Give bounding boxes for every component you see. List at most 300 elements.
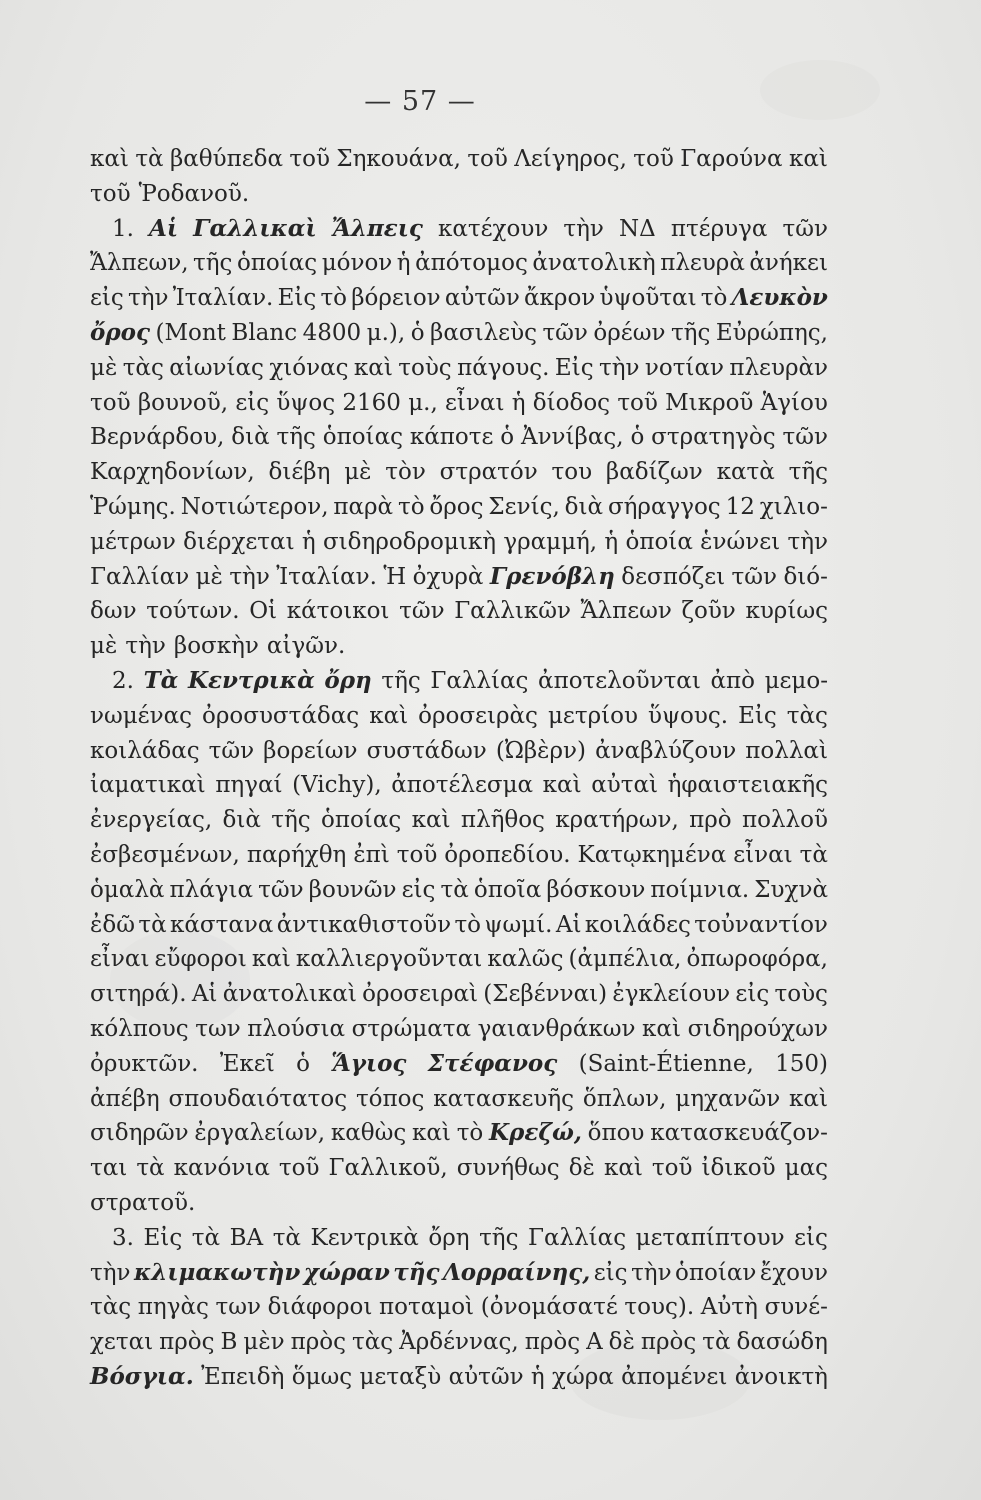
- word: τοῦ: [90, 389, 131, 416]
- word: Blanc: [231, 319, 298, 346]
- word: πλευρὰ: [660, 250, 745, 277]
- word: δεσπόζει: [621, 563, 726, 590]
- text-line: [90, 908, 828, 943]
- word: ὁποῖα: [473, 876, 542, 903]
- word: Γαλλίαν: [90, 563, 190, 590]
- word: βόσκουν: [546, 876, 646, 903]
- emphasized-word: Γρενόβλη: [489, 562, 615, 590]
- word: ἔχουν: [759, 1259, 828, 1286]
- word: Ῥοδανοῦ.: [138, 180, 250, 207]
- word: τὴν: [128, 285, 169, 312]
- word: ὀρυκτῶν.: [90, 1050, 199, 1077]
- word: ἡφαιστειακῆς: [667, 772, 828, 799]
- word: ὀροπεδίου.: [444, 841, 571, 868]
- text-line: [90, 1325, 828, 1360]
- word: Κατῳκημένα: [577, 841, 727, 868]
- word: μέτρων: [90, 528, 176, 555]
- word: ζοῦν: [681, 598, 736, 625]
- word: διέρχεται: [183, 528, 295, 555]
- emphasized-word: Στέφανος: [427, 1049, 558, 1077]
- emphasized-word: Γαλλικαὶ: [193, 214, 317, 242]
- text-line: [90, 594, 828, 629]
- word: μὲ: [90, 354, 118, 381]
- text-line: [90, 1256, 828, 1291]
- word: των: [215, 1294, 261, 1321]
- emphasized-word: Τὰ: [143, 666, 179, 694]
- word: Σενίς,: [488, 493, 560, 520]
- text-line: [90, 351, 828, 386]
- word: ἄκρον: [524, 285, 596, 312]
- word: ἐδῶ: [90, 911, 135, 938]
- word: ὄρος: [429, 493, 484, 520]
- emphasized-word: Κεντρικὰ: [188, 666, 315, 694]
- word: Αὐτὴ: [700, 1294, 758, 1321]
- word: σιδηρούχων: [687, 1015, 828, 1042]
- word: τὴν: [90, 1259, 131, 1286]
- word: ἰδικοῦ: [701, 1155, 776, 1182]
- word: σιτηρά).: [90, 981, 187, 1008]
- word: τοῦ: [90, 180, 131, 207]
- word: κατασκευάζον-: [650, 1120, 828, 1147]
- word: διὰ: [231, 424, 270, 451]
- word: πολλαὶ: [745, 737, 828, 764]
- word: ὁμαλὰ: [90, 876, 165, 903]
- word: εἰς: [90, 285, 124, 312]
- word: μὲν: [243, 1329, 285, 1356]
- word: (ὀνομάσατέ: [480, 1294, 618, 1321]
- word: στρατόν: [439, 459, 538, 486]
- word: τὰ: [191, 1224, 221, 1251]
- text-line: [90, 142, 828, 177]
- word: τὰς: [786, 702, 828, 729]
- word: τὸ: [320, 285, 348, 312]
- word: τὴν: [563, 215, 604, 242]
- word: ὁ: [500, 424, 515, 451]
- text-line: [90, 316, 828, 351]
- word: ἀνατολικαὶ: [222, 981, 357, 1008]
- word: ἀποτέλεσμα: [391, 772, 534, 799]
- word: μας: [784, 1155, 828, 1182]
- word: ἰαματικαὶ: [90, 772, 206, 799]
- word: ἐπὶ: [353, 841, 390, 868]
- word: τοῦ: [396, 841, 438, 868]
- text-line: [90, 1290, 828, 1325]
- word: ἡ: [301, 528, 316, 555]
- word: τὴν: [787, 528, 828, 555]
- word: μηχανῶν: [675, 1085, 781, 1112]
- word: ἡ: [511, 389, 526, 416]
- word: καὶ: [603, 1155, 643, 1182]
- word: ἑνώνει: [700, 528, 781, 555]
- word: βουνοῦ,: [137, 389, 229, 416]
- word: ὅμως: [291, 1363, 353, 1390]
- word: διάφοροι: [267, 1294, 373, 1321]
- word: (Mont: [155, 319, 226, 346]
- word: καλλιεργοῦνται: [295, 946, 483, 973]
- emphasized-word: χώραν: [303, 1258, 390, 1286]
- word: Εἰς: [554, 354, 594, 381]
- text-line: [90, 734, 828, 769]
- word: μ.,: [408, 389, 438, 416]
- text-line: [90, 838, 828, 873]
- word: Εἰς: [738, 702, 777, 729]
- word: ΒΑ: [229, 1224, 264, 1251]
- word: μεταξὺ: [359, 1363, 442, 1390]
- word: κάστανα: [170, 911, 274, 938]
- word: ὑψοῦται: [599, 285, 697, 312]
- word: εἶναι: [445, 389, 505, 416]
- text-line: [90, 560, 828, 595]
- word: Αἱ: [555, 911, 582, 938]
- word: (Vichy),: [292, 772, 382, 799]
- word: ὀχυρὰ: [412, 563, 484, 590]
- word: συνήθως: [456, 1155, 560, 1182]
- word: Ῥώμης.: [90, 493, 176, 520]
- word: τὴν: [125, 633, 166, 660]
- word: (Σεβένναι): [483, 981, 608, 1008]
- word: καὶ: [542, 772, 582, 799]
- word: στρατηγὸς: [651, 424, 776, 451]
- word: ἀνοικτὴ: [734, 1363, 828, 1390]
- word: τοῦ: [633, 146, 674, 172]
- word: τῆς: [479, 1224, 519, 1251]
- word: πολλοῦ: [741, 807, 828, 834]
- word: Ἄλπεων,: [90, 250, 189, 277]
- word: πρὸς: [290, 1329, 347, 1356]
- word: (Saint-Étienne,: [578, 1050, 754, 1077]
- word: μεταπίπτουν: [635, 1224, 785, 1251]
- word: τοῦ: [278, 1155, 320, 1182]
- word: ἐγκλείουν: [612, 981, 731, 1008]
- word: κανόνια: [173, 1155, 270, 1182]
- word: ὀροσυστάδας: [202, 702, 360, 729]
- word: στρώματα: [351, 1015, 472, 1042]
- word: Ἐπειδὴ: [201, 1363, 285, 1390]
- word: καὶ: [369, 702, 409, 729]
- word: μὲ: [344, 459, 372, 486]
- word: χιόνας: [269, 354, 349, 381]
- word: διὰ: [222, 807, 261, 834]
- word: κάτοικοι: [286, 598, 390, 625]
- word: Ἀρδέννας,: [399, 1329, 519, 1356]
- word: ἐνεργείας,: [90, 807, 213, 834]
- word: πρὸς: [159, 1329, 215, 1356]
- word: πλούσια: [247, 1015, 346, 1042]
- word: τῶν: [542, 319, 588, 346]
- word: εἶναι: [733, 841, 793, 868]
- word: Ἁγίου: [760, 389, 828, 416]
- word: καλῶς: [487, 946, 564, 973]
- text-line: [90, 1012, 828, 1047]
- word: ὀρέων: [593, 319, 666, 346]
- word: διό-: [783, 563, 828, 590]
- text-line: [90, 803, 828, 838]
- word: ὁ: [410, 319, 425, 346]
- word: πρὸς: [640, 1329, 697, 1356]
- word: ποταμοὶ: [379, 1294, 475, 1321]
- word: ὅπου: [587, 1120, 645, 1147]
- text-line: [90, 873, 828, 908]
- page-number: — 57 —: [364, 86, 476, 117]
- word: τοῦ: [651, 1155, 693, 1182]
- text-line: [90, 942, 828, 977]
- word: ὀροσειρὰς: [418, 702, 538, 729]
- word: ΝΔ: [618, 215, 656, 242]
- word: τῶν: [258, 876, 304, 903]
- word: πλῆθος: [460, 807, 545, 834]
- emphasized-word: Ἄλπεις: [331, 214, 423, 242]
- word: ἐσβεσμένων,: [90, 841, 240, 868]
- word: Εἰς: [143, 1224, 183, 1251]
- word: Ἡ: [383, 563, 407, 590]
- word: γαιανθράκων: [477, 1015, 636, 1042]
- word: Α: [586, 1329, 603, 1356]
- word: τῆς: [381, 667, 421, 694]
- word: Κεντρικὰ: [310, 1224, 419, 1251]
- word: διὰ: [564, 493, 604, 520]
- word: αὐτῶν: [448, 1363, 524, 1390]
- word: σιδηρῶν: [90, 1120, 189, 1147]
- word: τὸ: [397, 493, 425, 520]
- word: τὴν: [631, 1259, 672, 1286]
- word: νωμένας: [90, 702, 192, 729]
- emphasized-word: τῆς: [393, 1258, 440, 1286]
- word: ἡ: [396, 250, 411, 277]
- word: τὴν: [229, 563, 270, 590]
- text-line: [90, 455, 828, 490]
- word: πρὸ: [689, 807, 732, 834]
- word: τῶν: [399, 598, 445, 625]
- word: τῆς: [670, 319, 711, 346]
- word: τὰς: [122, 354, 164, 381]
- word: τῶν: [731, 563, 778, 590]
- word: μεμο-: [764, 667, 828, 694]
- text-line: [90, 177, 828, 212]
- emphasized-word: Αἱ: [149, 214, 179, 242]
- word: δὲ: [568, 1155, 595, 1182]
- text-line: [90, 420, 828, 455]
- word: βοσκὴν: [173, 633, 259, 660]
- word: ἀνατολικὴ: [532, 250, 656, 277]
- word: ἀπότομος: [415, 250, 528, 277]
- word: μὲ: [195, 563, 223, 590]
- word: τόπος: [355, 1085, 425, 1112]
- word: 2160: [342, 389, 401, 416]
- word: καὶ: [90, 146, 129, 172]
- word: πάγους.: [457, 354, 550, 381]
- word: τοὐναντίον: [694, 911, 828, 938]
- word: Εὐρώπης,: [715, 319, 828, 346]
- word: εἰς: [401, 876, 436, 903]
- word: παρὰ: [333, 493, 394, 520]
- word: ὁ: [630, 424, 645, 451]
- word: κατέχουν: [438, 215, 549, 242]
- word: ἡ: [530, 1363, 545, 1390]
- word: Νοτιώτερον,: [180, 493, 329, 520]
- emphasized-word: Λευκὸν: [731, 284, 828, 312]
- word: ἀπὸ: [710, 667, 755, 694]
- word: κοιλάδες: [584, 911, 691, 938]
- word: τὰ: [138, 911, 167, 938]
- word: εὔφοροι: [154, 946, 247, 973]
- word: καὶ: [789, 1085, 828, 1112]
- word: ὁποίαν: [675, 1259, 757, 1286]
- word: Γαλλικοῦ,: [328, 1155, 448, 1182]
- word: Βερνάρδου,: [90, 424, 225, 451]
- word: Γαρούνα: [680, 146, 783, 172]
- word: τῶν: [782, 424, 828, 451]
- word: τοῦ: [289, 146, 330, 172]
- word: Συχνὰ: [754, 876, 828, 903]
- word: ἀναβλύζουν: [595, 737, 737, 764]
- text-line: [90, 1360, 828, 1395]
- word: νοτίαν: [644, 354, 724, 381]
- text-line: [90, 977, 828, 1012]
- emphasized-word: Λορραίνης,: [442, 1258, 591, 1286]
- word: τὰς: [352, 1329, 394, 1356]
- word: ται: [90, 1155, 128, 1182]
- word: χιλιο-: [759, 493, 828, 520]
- word: 2.: [112, 667, 134, 694]
- word: τὰ: [135, 146, 164, 172]
- word: 3.: [112, 1224, 134, 1251]
- word: κάποτε: [409, 424, 494, 451]
- word: πηγαί: [215, 772, 283, 799]
- word: ἀνήκει: [749, 250, 828, 277]
- word: εἶναι: [90, 946, 150, 973]
- word: τῆς: [193, 250, 233, 277]
- word: αὐταὶ: [591, 772, 659, 799]
- word: τῆς: [788, 459, 828, 486]
- word: καὶ: [788, 146, 828, 172]
- word: τοὺς: [774, 981, 828, 1008]
- word: τὰ: [272, 1224, 301, 1251]
- word: ὁποίας: [321, 807, 402, 834]
- word: τοὺς: [398, 354, 452, 381]
- word: μόνον: [321, 250, 393, 277]
- word: εἰς: [593, 1259, 628, 1286]
- body-text: [90, 142, 828, 1395]
- word: τους).: [624, 1294, 695, 1321]
- word: ἀπέβη: [90, 1085, 160, 1112]
- word: Ἐκεῖ: [219, 1050, 275, 1077]
- word: Ἰταλίαν.: [172, 285, 274, 312]
- text-line: [90, 699, 828, 734]
- word: τὸ: [456, 1120, 484, 1147]
- text-line: [90, 768, 828, 803]
- word: παρήχθη: [246, 841, 347, 868]
- word: ἡ: [604, 528, 619, 555]
- word: συνέ-: [764, 1294, 828, 1321]
- emphasized-word: Κρεζώ,: [489, 1119, 582, 1147]
- word: του: [551, 459, 593, 486]
- word: βαθύπεδα: [169, 146, 284, 172]
- word: ὁ: [296, 1050, 310, 1077]
- word: δίοδος: [532, 389, 611, 416]
- word: Γαλλίας: [430, 667, 529, 694]
- word: κοιλάδας: [90, 737, 200, 764]
- word: τοῦ: [617, 389, 658, 416]
- word: Ἀννίβας,: [520, 424, 624, 451]
- text-line: [90, 629, 828, 664]
- word: τὰς: [90, 1294, 132, 1321]
- text-line: [90, 246, 828, 281]
- text-line: [90, 212, 828, 247]
- word: τὸ: [700, 285, 728, 312]
- word: καὶ: [411, 807, 451, 834]
- word: κατὰ: [716, 459, 775, 486]
- word: αἰωνίας: [169, 354, 264, 381]
- text-line: [90, 1221, 828, 1256]
- word: τὸν: [385, 459, 426, 486]
- word: στρατοῦ.: [90, 1189, 196, 1216]
- text-line: [90, 1047, 828, 1082]
- word: εἰς: [735, 981, 770, 1008]
- word: τὸ: [454, 911, 482, 938]
- word: τὰ: [440, 876, 469, 903]
- word: καθὼς: [330, 1120, 407, 1147]
- word: ὁποίας: [236, 250, 318, 277]
- word: τὴν: [598, 354, 640, 381]
- word: ἀντικαθιστοῦν: [276, 911, 452, 938]
- word: Σηκουάνα,: [336, 146, 461, 172]
- word: ὀροσειραὶ: [362, 981, 479, 1008]
- text-line: [90, 1116, 828, 1151]
- word: κόλπους: [90, 1015, 189, 1042]
- word: ποίμνια.: [650, 876, 750, 903]
- word: πτέρυγα: [670, 215, 768, 242]
- word: χώρα: [552, 1363, 614, 1390]
- word: ὀπωροφόρα,: [686, 946, 828, 973]
- emphasized-word: Ἅγιος: [331, 1049, 407, 1077]
- word: τοῦ: [467, 146, 508, 172]
- text-line: [90, 525, 828, 560]
- word: Γαλλικῶν: [454, 598, 571, 625]
- word: διέβη: [268, 459, 331, 486]
- emphasized-word: κλιμακωτὴν: [133, 1258, 301, 1286]
- word: τῶν: [208, 737, 255, 764]
- word: 150): [775, 1050, 828, 1077]
- word: τὰ: [702, 1329, 731, 1356]
- word: Αἱ: [191, 981, 218, 1008]
- word: Καρχηδονίων,: [90, 459, 255, 486]
- word: Ἰταλίαν.: [276, 563, 377, 590]
- word: ἀπομένει: [621, 1363, 728, 1390]
- word: αὐτῶν: [444, 285, 520, 312]
- word: Λείγηρος,: [514, 146, 627, 172]
- word: Β: [220, 1329, 238, 1356]
- word: βουνῶν: [308, 876, 397, 903]
- word: πηγὰς: [137, 1294, 209, 1321]
- word: Οἱ: [249, 598, 278, 625]
- word: βασιλεὺς: [430, 319, 537, 346]
- word: τῆς: [271, 807, 311, 834]
- word: σιδηροδρομικὴ: [322, 528, 497, 555]
- text-line: [90, 281, 828, 316]
- word: εἰς: [794, 1224, 828, 1251]
- word: μὲ: [90, 633, 118, 660]
- text-line: [90, 1151, 828, 1186]
- word: ὄρη: [428, 1224, 470, 1251]
- word: τούτων.: [146, 598, 240, 625]
- word: Γαλλίας: [528, 1224, 627, 1251]
- word: συστάδων: [366, 737, 487, 764]
- emphasized-word: ὄρος: [90, 318, 150, 346]
- word: ὕψους.: [647, 702, 729, 729]
- word: ὅπλων,: [582, 1085, 667, 1112]
- word: 1.: [112, 215, 134, 242]
- word: κρατήρων,: [555, 807, 679, 834]
